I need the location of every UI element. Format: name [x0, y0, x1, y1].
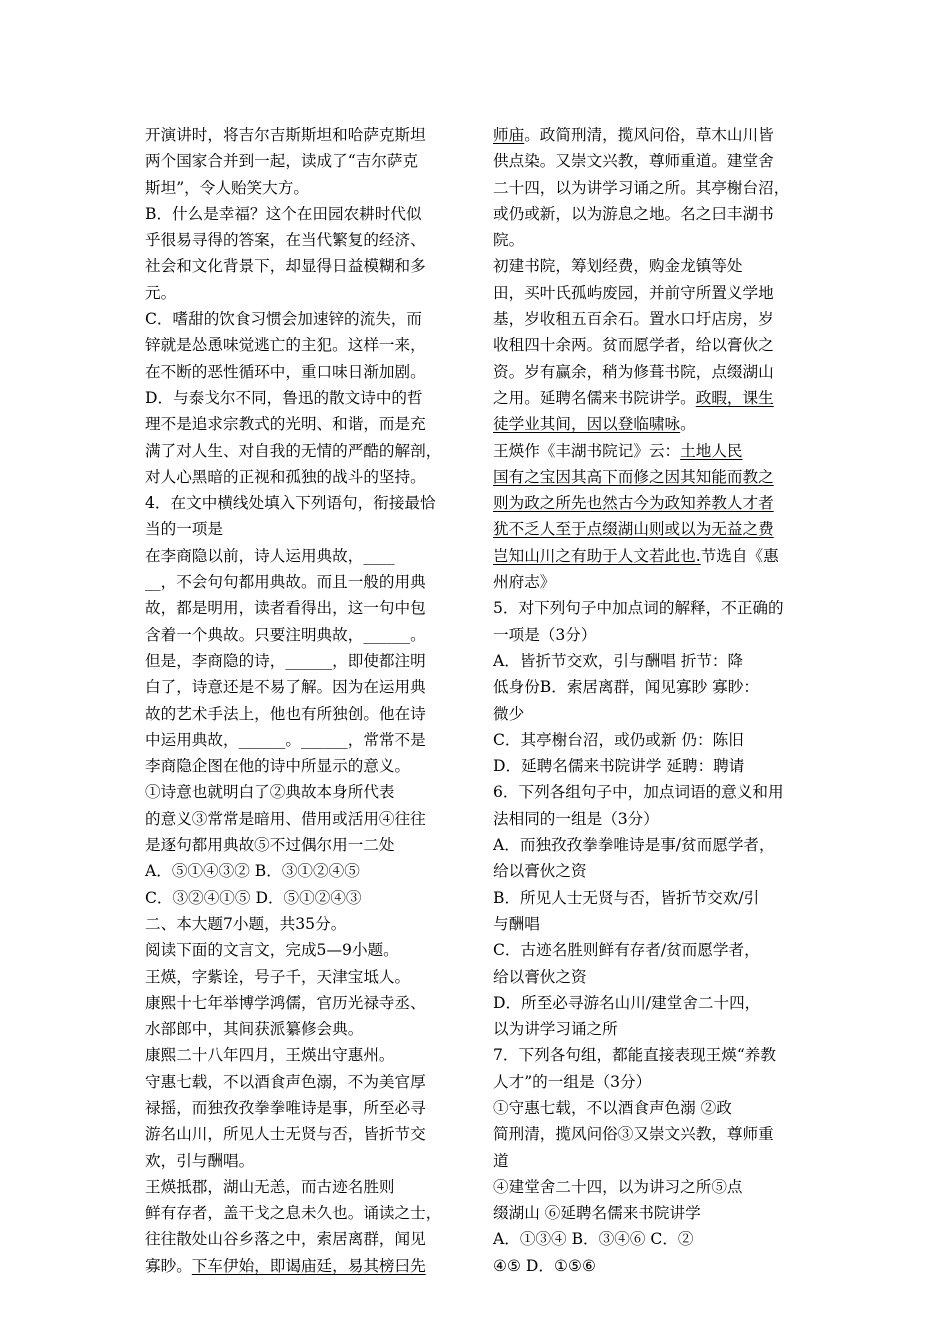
- text-segment: C．嗜甜的饮食习惯会加速锌的流失，而: [145, 310, 423, 329]
- text-segment: 7．下列各句组，都能直接表现王煐“养教: [493, 1046, 776, 1065]
- text-segment: 乎很易寻得的答案，在当代繁复的经济、: [145, 231, 426, 250]
- text-segment: 6．下列各组句子中，加点词语的意义和用: [493, 783, 784, 802]
- text-line: [493, 1042, 815, 1068]
- text-segment: 与酬唱: [493, 914, 540, 933]
- text-segment: 二、本大题7小题，共35分。: [145, 914, 347, 933]
- text-segment: 社会和文化背景下，却显得日益模糊和多: [145, 257, 426, 276]
- text-line: [145, 1174, 467, 1200]
- text-segment: 的意义③常常是暗用、借用或活用④往往: [145, 809, 426, 828]
- text-line: [145, 1042, 467, 1068]
- text-segment: A．①③④ B．③④⑥ C．②: [493, 1230, 694, 1249]
- text-line: [493, 306, 815, 332]
- text-segment: 阅读下面的文言文，完成5—9小题。: [145, 941, 399, 960]
- text-segment: D．所至必寻游名山川/建堂舍二十四，: [493, 993, 761, 1012]
- text-line: [493, 359, 815, 385]
- text-line: [145, 1121, 467, 1147]
- underlined-text: 国有之宝因其高下而修之因其知能而教之: [493, 467, 774, 486]
- text-segment: 4．在文中横线处填入下列语句，衔接最恰: [145, 494, 436, 513]
- text-segment: 水部郎中，其间获派纂修会典。: [145, 1020, 364, 1039]
- text-segment: A．皆折节交欢，引与酬唱 折节：降: [493, 651, 744, 670]
- text-segment: 5．对下列句子中加点词的解释，不正确的: [493, 599, 784, 618]
- text-line: [493, 253, 815, 279]
- text-line: [493, 727, 815, 753]
- text-segment: B．什么是幸福？这个在田园农耕时代似: [145, 204, 422, 223]
- text-segment: 基，岁收租五百余石。置水口圩店房，岁: [493, 310, 774, 329]
- text-line: [493, 1200, 815, 1226]
- text-line: [493, 648, 815, 674]
- text-line: [145, 227, 467, 253]
- text-line: [493, 1016, 815, 1042]
- text-line: [145, 937, 467, 963]
- text-segment: 往往散处山谷乡落之中，索居离群，闻见: [145, 1230, 426, 1249]
- text-segment: 故的艺术手法上，他也有所独创。他在诗: [145, 704, 426, 723]
- text-segment: 缀湖山 ⑥延聘名儒来书院讲学: [493, 1204, 701, 1223]
- text-line: [493, 385, 815, 411]
- text-segment: 初建书院，筹划经费，购金龙镇等处: [493, 257, 743, 276]
- text-segment: 。政简刑清，揽风问俗，草木山川皆: [524, 126, 774, 144]
- text-segment: 节选自《惠: [700, 546, 779, 565]
- text-segment: ④⑤ D．①⑤⑥: [493, 1256, 596, 1275]
- text-line: [145, 490, 467, 516]
- text-segment: 道: [493, 1151, 509, 1170]
- text-segment: 李商隐企图在他的诗中所显示的意义。: [145, 757, 411, 776]
- text-line: [145, 701, 467, 727]
- text-line: [493, 911, 815, 937]
- text-line: [493, 175, 815, 201]
- text-line: [493, 622, 815, 648]
- text-line: [493, 753, 815, 779]
- text-line: [493, 1148, 815, 1174]
- text-line: [145, 885, 467, 911]
- text-segment: ④建堂舍二十四，以为讲习之所⑤点: [493, 1177, 743, 1196]
- text-line: [493, 1095, 815, 1121]
- text-line: [145, 359, 467, 385]
- text-line: [145, 753, 467, 779]
- text-line: [493, 595, 815, 621]
- text-segment: 法相同的一组是（3分）: [493, 809, 659, 828]
- text-segment: 人才”的一组是（3分）: [493, 1072, 652, 1091]
- text-line: [145, 727, 467, 753]
- text-line: [145, 280, 467, 306]
- text-segment: 之用。延聘名儒来书院讲学。: [493, 388, 696, 407]
- text-line: [145, 964, 467, 990]
- underlined-text: 土地人民: [680, 441, 743, 460]
- text-segment: 游名山川，所见人士无贤与否，皆折节交: [145, 1125, 426, 1144]
- text-segment: 简刑清，揽风问俗③又崇文兴教，尊师重: [493, 1125, 774, 1144]
- text-line: [145, 1095, 467, 1121]
- text-segment: 康熙十七年举博学鸿儒，官历光禄寺丞、: [145, 993, 426, 1012]
- text-segment: 守惠七载，不以酒食声色溺，不为美官厚: [145, 1072, 426, 1091]
- text-line: [493, 516, 815, 542]
- text-segment: B．所见人士无贤与否，皆折节交欢/引: [493, 888, 760, 907]
- underlined-text: 则为政之所先也然古今为政知养教人才者: [493, 494, 774, 513]
- underlined-text: 岂知山川之有助于人文若此也.: [493, 546, 701, 565]
- text-segment: 两个国家合并到一起，读成了“吉尔萨克: [145, 152, 419, 171]
- text-line: [145, 464, 467, 490]
- text-segment: 王煐作《丰湖书院记》云：: [493, 441, 681, 460]
- text-segment: 以为讲学习诵之所: [493, 1020, 618, 1039]
- text-segment: ①诗意也就明白了②典故本身所代表: [145, 783, 395, 802]
- text-segment: 资。岁有赢余，稍为修葺书院，点缀湖山: [493, 362, 774, 381]
- text-segment: 给以膏伙之资: [493, 967, 587, 986]
- text-line: [493, 280, 815, 306]
- text-segment: 对人心黑暗的正视和孤独的战斗的坚持。: [145, 467, 426, 486]
- text-line: [493, 806, 815, 832]
- text-segment: 一项是（3分）: [493, 625, 597, 644]
- text-line: [145, 990, 467, 1016]
- text-segment: 田，买叶氏孤屿废园，并前守所置义学地: [493, 283, 774, 302]
- text-line: [145, 832, 467, 858]
- text-segment: 但是，李商隐的诗，______，即使都注明: [145, 651, 426, 670]
- text-segment: 当的一项是: [145, 520, 223, 539]
- text-segment: 白了，诗意还是不易了解。因为在运用典: [145, 678, 426, 697]
- text-line: [145, 385, 467, 411]
- text-line: [145, 201, 467, 227]
- text-segment: 院。: [493, 231, 525, 250]
- text-line: [493, 122, 815, 148]
- text-line: [145, 148, 467, 174]
- text-line: [493, 832, 815, 858]
- text-segment: 州府志》: [493, 573, 556, 592]
- underlined-text: 徒学业其间，因以登临啸咏: [493, 415, 681, 434]
- text-segment: A．⑤①④③② B．③①②④⑤: [145, 862, 360, 881]
- text-line: [145, 569, 467, 595]
- text-segment: C．古迹名胜则鲜有存者/贫而愿学者，: [493, 941, 760, 960]
- text-line: [145, 806, 467, 832]
- text-line: [145, 516, 467, 542]
- text-line: [493, 885, 815, 911]
- underlined-text: 政暇，课生: [695, 388, 774, 407]
- text-line: [145, 595, 467, 621]
- text-line: [145, 858, 467, 884]
- text-line: [145, 543, 467, 569]
- text-segment: 开演讲时，将吉尔吉斯斯坦和哈萨克斯坦: [145, 126, 426, 144]
- text-line: [493, 937, 815, 963]
- text-line: [493, 1226, 815, 1252]
- text-segment: A．而独孜孜拳拳唯诗是事/贫而愿学者，: [493, 836, 775, 855]
- text-line: [493, 438, 815, 464]
- text-line: [493, 332, 815, 358]
- text-segment: 欢，引与酬唱。: [145, 1151, 255, 1170]
- text-segment: 中运用典故，______。______，常常不是: [145, 730, 426, 749]
- text-line: [493, 1121, 815, 1147]
- text-segment: 二十四，以为讲学习诵之所。其亭榭台沼，: [493, 178, 790, 197]
- text-line: [145, 911, 467, 937]
- text-segment: 。: [680, 415, 696, 434]
- left-column: [145, 122, 467, 1279]
- text-line: [493, 411, 815, 437]
- text-line: [493, 779, 815, 805]
- text-segment: 故，都是明用，读者看得出，这一句中包: [145, 599, 426, 618]
- text-segment: 是逐句都用典故⑤不过偶尔用一二处: [145, 836, 395, 855]
- text-line: [145, 438, 467, 464]
- text-line: [493, 148, 815, 174]
- text-segment: 微少: [493, 704, 525, 723]
- text-line: [493, 964, 815, 990]
- text-segment: 在不断的恶性循环中，重口味日渐加剧。: [145, 362, 426, 381]
- text-segment: 锌就是怂恿味觉逃亡的主犯。这样一来，: [145, 336, 426, 355]
- text-line: [493, 201, 815, 227]
- text-segment: 禄摇，而独孜孜拳拳唯诗是事，所至必寻: [145, 1098, 426, 1117]
- text-line: [145, 622, 467, 648]
- text-line: [145, 1200, 467, 1226]
- text-line: [145, 411, 467, 437]
- text-line: [493, 1253, 815, 1279]
- text-line: [145, 122, 467, 148]
- text-line: [145, 648, 467, 674]
- text-segment: 供点染。又崇文兴教，尊师重道。建堂舍: [493, 152, 774, 171]
- text-segment: __，不会句句都用典故。而且一般的用典: [145, 573, 426, 592]
- text-segment: C．其亭榭台沼，或仍或新 仍：陈旧: [493, 730, 744, 749]
- text-line: [493, 990, 815, 1016]
- text-segment: 低身份B．索居离群，闻见寡眇 寡眇：: [493, 678, 759, 697]
- text-line: [145, 332, 467, 358]
- text-line: [493, 227, 815, 253]
- text-segment: 王煐，字紫诠，号子千，天津宝坻人。: [145, 967, 411, 986]
- text-line: [145, 306, 467, 332]
- text-line: [493, 858, 815, 884]
- underlined-text: 师庙: [493, 126, 525, 144]
- text-line: [493, 543, 815, 569]
- text-segment: 鲜有存者，盖干戈之息未久也。诵读之士，: [145, 1204, 442, 1223]
- text-segment: 斯坦”，令人贻笑大方。: [145, 178, 309, 197]
- text-line: [145, 1016, 467, 1042]
- text-segment: 在李商隐以前，诗人运用典故，____: [145, 546, 395, 565]
- text-segment: ①守惠七载，不以酒食声色溺 ②政: [493, 1098, 732, 1117]
- text-line: [145, 253, 467, 279]
- text-segment: D．延聘名儒来书院讲学 延聘：聘请: [493, 757, 745, 776]
- underlined-text: 犹不乏人至于点缀湖山则或以为无益之费: [493, 520, 774, 539]
- text-line: [493, 569, 815, 595]
- text-line: [493, 701, 815, 727]
- text-segment: C．③②④①⑤ D．⑤①②④③: [145, 888, 362, 907]
- underlined-text: 下车伊始，即谒庙廷，易其榜曰先: [191, 1256, 426, 1275]
- text-segment: 康熙二十八年四月，王煐出守惠州。: [145, 1046, 395, 1065]
- text-segment: 元。: [145, 283, 177, 302]
- text-line: [145, 1226, 467, 1252]
- text-line: [493, 674, 815, 700]
- text-segment: 或仍或新，以为游息之地。名之曰丰湖书: [493, 204, 774, 223]
- text-line: [145, 674, 467, 700]
- right-column: [493, 122, 815, 1279]
- text-line: [493, 464, 815, 490]
- text-line: [493, 1069, 815, 1095]
- text-segment: 满了对人生、对自我的无情的严酷的解剖，: [145, 441, 442, 460]
- text-line: [493, 490, 815, 516]
- text-segment: 王煐抵郡，湖山无恙，而古迹名胜则: [145, 1177, 395, 1196]
- text-line: [145, 1069, 467, 1095]
- text-segment: 寡眇。: [145, 1256, 192, 1275]
- text-segment: 理不是追求宗教式的光明、和谐，而是充: [145, 415, 426, 434]
- text-line: [145, 1148, 467, 1174]
- text-line: [145, 779, 467, 805]
- text-line: [145, 175, 467, 201]
- text-segment: D．与泰戈尔不同，鲁迅的散文诗中的哲: [145, 388, 423, 407]
- text-segment: 给以膏伙之资: [493, 862, 587, 881]
- text-line: [145, 1253, 467, 1279]
- text-line: [493, 1174, 815, 1200]
- text-segment: 收租四十余两。贫而愿学者，给以膏伙之: [493, 336, 774, 355]
- text-segment: 含着一个典故。只要注明典故，______。: [145, 625, 426, 644]
